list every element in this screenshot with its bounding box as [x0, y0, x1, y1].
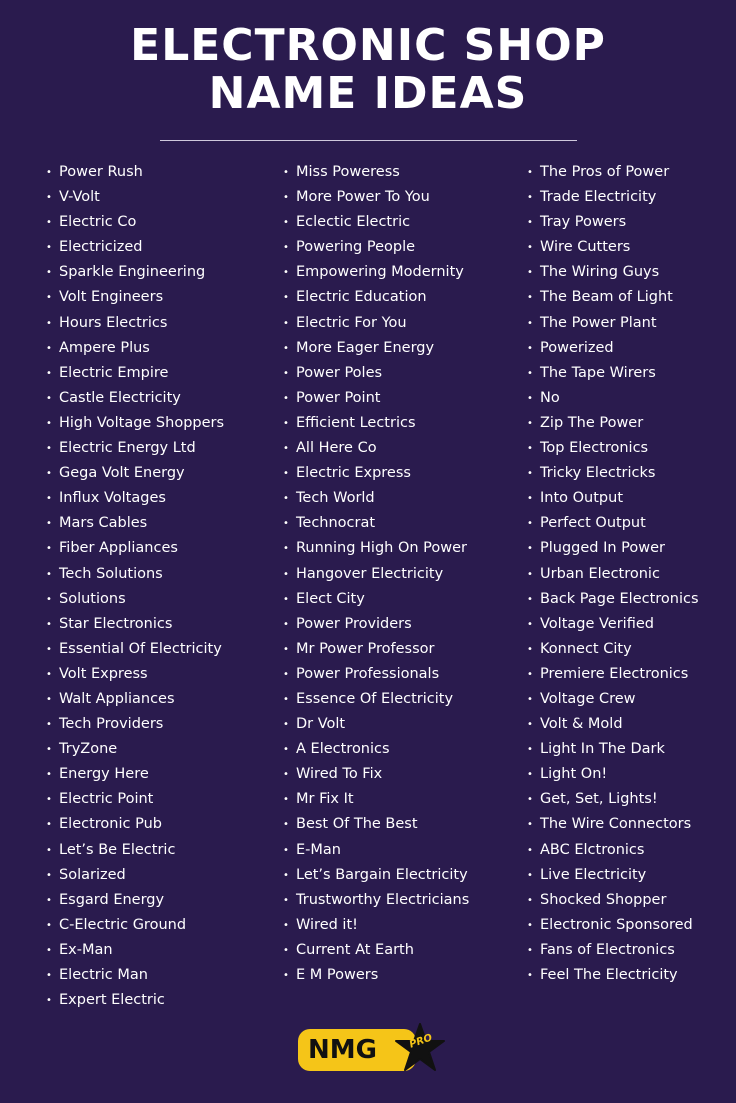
name-list-item: • Miss Poweress — [283, 160, 469, 185]
name-list-item: • Electric Man — [46, 963, 224, 988]
name-list-item: • Top Electronics — [527, 436, 699, 461]
name-list-item: • Mr Power Professor — [283, 637, 469, 662]
name-list-item: • Voltage Verified — [527, 612, 699, 637]
name-list-item: • Electric Co — [46, 210, 224, 235]
name-list-item: • High Voltage Shoppers — [46, 411, 224, 436]
name-list-item: • Castle Electricity — [46, 386, 224, 411]
name-list-item: • Electricized — [46, 235, 224, 260]
name-list-item: • Empowering Modernity — [283, 260, 469, 285]
name-list-item: • Electric Education — [283, 285, 469, 310]
name-list-item: • Power Poles — [283, 361, 469, 386]
name-list-item: • Konnect City — [527, 637, 699, 662]
name-list-item: • Volt Express — [46, 662, 224, 687]
name-list-item: • Electric For You — [283, 311, 469, 336]
title-line-1: ELECTRONIC SHOP — [130, 20, 606, 71]
name-list-item: • Volt & Mold — [527, 712, 699, 737]
name-list-item: • The Power Plant — [527, 311, 699, 336]
name-list-item: • Solutions — [46, 587, 224, 612]
name-list-item: • Eclectic Electric — [283, 210, 469, 235]
name-list-item: • Hours Electrics — [46, 311, 224, 336]
name-list-item: • Essence Of Electricity — [283, 687, 469, 712]
name-list-item: • Energy Here — [46, 762, 224, 787]
name-list-item: • ABC Elctronics — [527, 838, 699, 863]
name-list-item: • TryZone — [46, 737, 224, 762]
name-list-item: • Fiber Appliances — [46, 536, 224, 561]
name-list-item: • The Pros of Power — [527, 160, 699, 185]
name-list-item: • Get, Set, Lights! — [527, 787, 699, 812]
name-list-item: • Fans of Electronics — [527, 938, 699, 963]
name-list-item: • Wire Cutters — [527, 235, 699, 260]
name-list-item: • Back Page Electronics — [527, 587, 699, 612]
name-list-item: • Power Providers — [283, 612, 469, 637]
name-list-item: • Electric Express — [283, 461, 469, 486]
name-list-item: • More Eager Energy — [283, 336, 469, 361]
name-list-item: • No — [527, 386, 699, 411]
name-list-item: • Premiere Electronics — [527, 662, 699, 687]
name-list-item: • Tricky Electricks — [527, 461, 699, 486]
name-list-item: • Walt Appliances — [46, 687, 224, 712]
name-list-item: • E M Powers — [283, 963, 469, 988]
name-list-item: • Voltage Crew — [527, 687, 699, 712]
name-list-item: • Electronic Pub — [46, 812, 224, 837]
name-list-item: • E-Man — [283, 838, 469, 863]
name-list-item: • Star Electronics — [46, 612, 224, 637]
name-list-item: • Trade Electricity — [527, 185, 699, 210]
name-list-item: • Shocked Shopper — [527, 888, 699, 913]
name-list-item: • Influx Voltages — [46, 486, 224, 511]
logo-text: NMG — [308, 1035, 377, 1065]
name-list-item: • Running High On Power — [283, 536, 469, 561]
star-icon — [394, 1022, 446, 1074]
name-list-item: • Plugged In Power — [527, 536, 699, 561]
name-list-item: • Mars Cables — [46, 511, 224, 536]
name-list-column-2 — [283, 160, 469, 988]
name-list-item: • Best Of The Best — [283, 812, 469, 837]
name-list-item: • Electric Empire — [46, 361, 224, 386]
name-list-item: • Zip The Power — [527, 411, 699, 436]
name-list-item: • Esgard Energy — [46, 888, 224, 913]
name-list-item: • Into Output — [527, 486, 699, 511]
name-list-item: • The Tape Wirers — [527, 361, 699, 386]
name-list-item: • Gega Volt Energy — [46, 461, 224, 486]
name-list-item: • Electronic Sponsored — [527, 913, 699, 938]
name-list-item: • Volt Engineers — [46, 285, 224, 310]
page-title — [0, 22, 736, 118]
name-list-item: • Efficient Lectrics — [283, 411, 469, 436]
title-divider — [160, 140, 577, 141]
name-list-item: • Wired it! — [283, 913, 469, 938]
name-list-item: • Elect City — [283, 587, 469, 612]
name-list-item: • More Power To You — [283, 185, 469, 210]
name-list-item: • Powering People — [283, 235, 469, 260]
name-list-item: • Powerized — [527, 336, 699, 361]
name-list-item: • Tech World — [283, 486, 469, 511]
name-list-item: • Light On! — [527, 762, 699, 787]
nmg-pro-logo — [298, 1022, 446, 1076]
name-list-item: • Ampere Plus — [46, 336, 224, 361]
name-list-item: • Sparkle Engineering — [46, 260, 224, 285]
name-list-column-3 — [527, 160, 699, 988]
name-list-item: • Ex-Man — [46, 938, 224, 963]
name-list-item: • Let’s Be Electric — [46, 838, 224, 863]
name-list-item: • A Electronics — [283, 737, 469, 762]
name-list-item: • The Wire Connectors — [527, 812, 699, 837]
name-list-item: • Essential Of Electricity — [46, 637, 224, 662]
name-list-item: • Tech Solutions — [46, 562, 224, 587]
name-list-item: • Dr Volt — [283, 712, 469, 737]
name-list-item: • Trustworthy Electricians — [283, 888, 469, 913]
name-list-item: • Light In The Dark — [527, 737, 699, 762]
name-list-item: • Technocrat — [283, 511, 469, 536]
name-list-item: • Current At Earth — [283, 938, 469, 963]
name-list-column-1 — [46, 160, 224, 1013]
name-list-item: • C-Electric Ground — [46, 913, 224, 938]
name-list-item: • Expert Electric — [46, 988, 224, 1013]
name-list-item: • Wired To Fix — [283, 762, 469, 787]
name-list-item: • Mr Fix It — [283, 787, 469, 812]
name-list-item: • The Beam of Light — [527, 285, 699, 310]
name-list-item: • Power Professionals — [283, 662, 469, 687]
name-list-item: • Solarized — [46, 863, 224, 888]
name-list-item: • Urban Electronic — [527, 562, 699, 587]
name-list-item: • The Wiring Guys — [527, 260, 699, 285]
name-list-item: • Power Rush — [46, 160, 224, 185]
name-list-item: • Hangover Electricity — [283, 562, 469, 587]
name-list-item: • Electric Energy Ltd — [46, 436, 224, 461]
name-list-item: • Let’s Bargain Electricity — [283, 863, 469, 888]
name-list-item: • Tray Powers — [527, 210, 699, 235]
title-line-2: NAME IDEAS — [208, 68, 528, 119]
name-list-item: • Electric Point — [46, 787, 224, 812]
name-list-item: • Feel The Electricity — [527, 963, 699, 988]
name-list-item: • V-Volt — [46, 185, 224, 210]
logo-pro-label: PRO — [408, 1032, 434, 1051]
name-list-item: • Live Electricity — [527, 863, 699, 888]
name-list-item: • Tech Providers — [46, 712, 224, 737]
name-list-item: • Power Point — [283, 386, 469, 411]
name-list-item: • All Here Co — [283, 436, 469, 461]
name-list-item: • Perfect Output — [527, 511, 699, 536]
